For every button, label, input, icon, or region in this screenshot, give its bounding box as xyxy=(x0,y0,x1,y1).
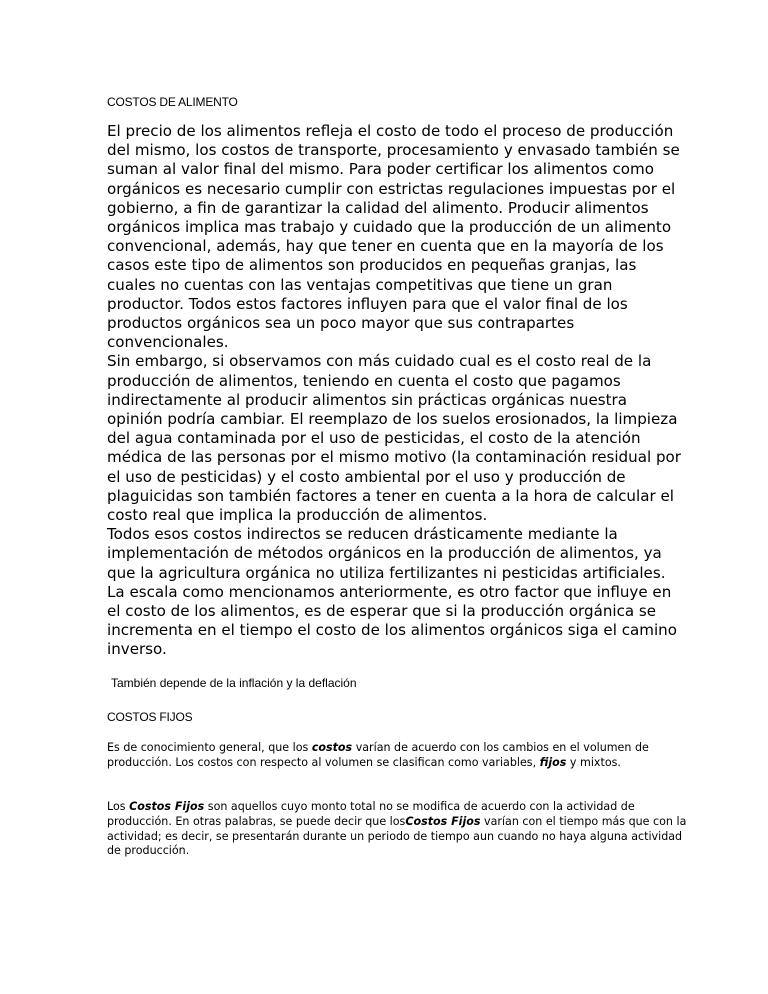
text-run: varían con el tiempo más que con la actividad; es decir, se presentarán durante un periodo de tiempo aun cuando no haya alguna actividad de producción. xyxy=(107,814,687,858)
emphasis-fijos: fijos xyxy=(539,755,567,769)
emphasis-costos-fijos: Costos Fijos xyxy=(129,800,205,813)
heading-costos-fijos: COSTOS FIJOS xyxy=(107,710,193,724)
emphasis-costos: costos xyxy=(311,741,353,754)
note-inflacion: También depende de la inflación y la deflación xyxy=(111,676,357,690)
paragraph-costos-indirectos: Todos esos costos indirectos se reducen drásticamente mediante la implementación de métodos orgánicos en la producción de alimentos, ya que la agricultura orgánica no utiliza fertilizantes ni pesticidas artificiales. xyxy=(107,525,666,582)
paragraph-precio: El precio de los alimentos refleja el costo de todo el proceso de producción del mismo, los costos de transporte, procesamiento y envasado también se suman al valor final del mismo. Para poder certificar los alimentos como orgánicos es necesario cumplir con estrictas regulaciones impuestas por el gobierno, a fin de garantizar la calidad del alimento. Producir alimentos orgánicos implica mas trabajo y cuidado que la producción de un alimento convencional, además, hay que tener en cuenta que en la mayoría de los casos este tipo de alimentos son producidos en pequeñas granjas, las cuales no cuentas con las ventajas competitivas que tiene un gran productor. Todos estos factores influyen para que el valor final de los productos orgánicos sea un poco mayor que sus contrapartes convencionales. xyxy=(107,122,680,352)
paragraph-sin-embargo: Sin embargo, si observamos con más cuidado cual es el costo real de la producción de alimentos, teniendo en cuenta el costo que pagamos indirectamente al producir alimentos sin prácticas orgánicas nuestra opinión podría cambiar. El reemplazo de los suelos erosionados, la limpieza del agua contaminada por el uso de pesticidas, el costo de la atención médica de las personas por el mismo motivo (la contaminación residual por el uso de pesticidas) y el costo ambiental por el uso y producción de plaguicidas son también factores a tener en cuenta a la hora de calcular el costo real que implica la producción de alimentos. xyxy=(107,352,681,525)
text-run: y mixtos. xyxy=(566,755,621,769)
text-run: varían de acuerdo con los cambios en el volumen de producción. Los costos con respecto al volumen se clasifican como variables, xyxy=(107,741,649,769)
text-run: son aquellos cuyo monto total no se modifica de acuerdo con la actividad de producción. En otras palabras, se puede decir que los xyxy=(107,800,635,828)
text-run: Los xyxy=(107,800,130,813)
paragraph-escala: La escala como mencionamos anteriormente, es otro factor que influye en el costo de los alimentos, es de esperar que si la producción orgánica se incrementa en el tiempo el costo de los alimentos orgánicos siga el camino inverso. xyxy=(107,582,677,659)
text-run: Es de conocimiento general, que los xyxy=(107,741,312,754)
paragraph-conocimiento-general xyxy=(107,741,697,771)
paragraph-costos-fijos-definicion xyxy=(107,800,697,859)
heading-costos-de-alimento: COSTOS DE ALIMENTO xyxy=(107,95,238,109)
main-text xyxy=(107,122,687,660)
emphasis-costos-fijos: Costos Fijos xyxy=(405,814,481,828)
